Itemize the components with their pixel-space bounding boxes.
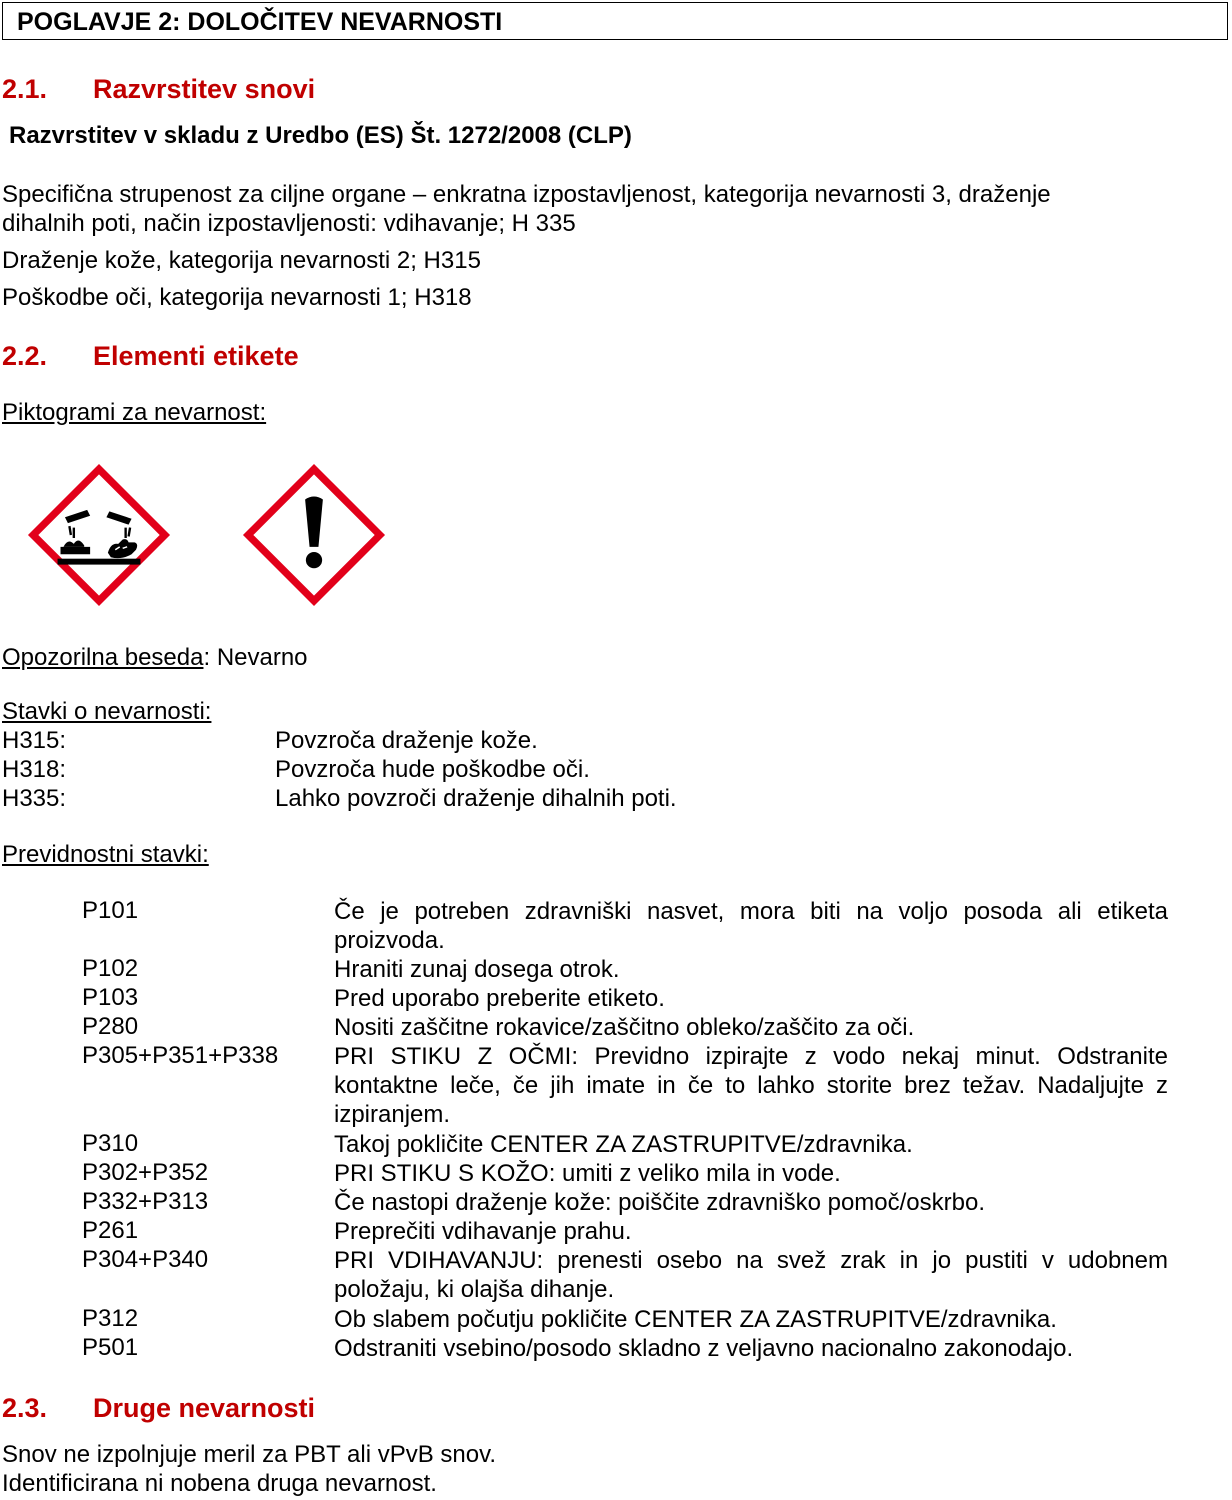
precautionary-code: P305+P351+P338 (82, 1042, 279, 1069)
corrosion-pictogram-icon (25, 461, 173, 609)
precautionary-text: Pred uporabo preberite etiketo. (334, 985, 665, 1012)
section-number: 2.1. (2, 74, 48, 104)
hazard-text: Povzroča hude poškodbe oči. (275, 756, 590, 783)
chapter-header-box (2, 2, 1228, 40)
section-number: 2.2. (2, 341, 48, 371)
section-title: Razvrstitev snovi (93, 74, 316, 104)
section-2-2-heading (2, 341, 299, 372)
precautionary-text: PRI STIKU Z OČMI: Previdno izpirajte z vodo nekaj minut. Odstranite kontaktne leče, če jih imate in če to lahko storite brez težav. Nadaljujte z izpiranjem. (334, 1043, 1168, 1128)
classification-line-4: Poškodbe oči, kategorija nevarnosti 1; H318 (2, 284, 472, 311)
hazard-statements-label: Stavki o nevarnosti: (2, 698, 212, 725)
other-hazards-line-1: Snov ne izpolnjuje meril za PBT ali vPvB snov. (2, 1441, 497, 1468)
precautionary-text: Če je potreben zdravniški nasvet, mora biti na voljo posoda ali etiketa proizvoda. (334, 898, 1168, 954)
precautionary-code: P261 (82, 1217, 139, 1244)
pictograms-label: Piktogrami za nevarnost: (2, 399, 267, 426)
classification-line-1: Specifična strupenost za ciljne organe – enkratna izpostavljenost, kategorija nevarnosti 3, draženje (2, 181, 1051, 208)
precautionary-code: P332+P313 (82, 1188, 209, 1215)
hazard-text: Lahko povzroči draženje dihalnih poti. (275, 785, 677, 812)
precautionary-text: PRI STIKU S KOŽO: umiti z veliko mila in vode. (334, 1160, 841, 1187)
signal-word-row (2, 643, 308, 672)
signal-word-label: Opozorilna beseda (2, 644, 204, 671)
precautionary-text: Hraniti zunaj dosega otrok. (334, 956, 620, 983)
precautionary-code: P101 (82, 897, 139, 924)
section-title: Druge nevarnosti (93, 1393, 316, 1423)
precautionary-code: P310 (82, 1130, 139, 1157)
section-title: Elementi etikete (93, 341, 299, 371)
precautionary-text: Odstraniti vsebino/posodo skladno z veljavno nacionalno zakonodajo. (334, 1335, 1074, 1362)
precautionary-code: P304+P340 (82, 1246, 209, 1273)
signal-word-value: Nevarno (216, 644, 308, 671)
hazard-text: Povzroča draženje kože. (275, 727, 538, 754)
precautionary-code: P501 (82, 1334, 139, 1361)
section-number: 2.3. (2, 1393, 48, 1423)
precautionary-code: P312 (82, 1305, 139, 1332)
precautionary-code: P280 (82, 1013, 139, 1040)
hazard-code: H315: (2, 727, 67, 754)
other-hazards-line-2: Identificirana ni nobena druga nevarnost. (2, 1470, 437, 1497)
classification-subtitle: Razvrstitev v skladu z Uredbo (ES) Št. 1272/2008 (CLP) (9, 122, 632, 149)
section-2-3-heading (2, 1393, 315, 1424)
precautionary-code: P103 (82, 984, 139, 1011)
precautionary-text: PRI VDIHAVANJU: prenesti osebo na svež zrak in jo pustiti v udobnem položaju, ki olajša dihanje. (334, 1247, 1168, 1303)
precautionary-text: Ob slabem počutju pokličite CENTER ZA ZASTRUPITVE/zdravnika. (334, 1306, 1057, 1333)
precautionary-text: Nositi zaščitne rokavice/zaščitno obleko/zaščito za oči. (334, 1014, 915, 1041)
classification-line-2: dihalnih poti, način izpostavljenosti: vdihavanje; H 335 (2, 210, 576, 237)
hazard-code: H335: (2, 785, 67, 812)
precautionary-text: Takoj pokličite CENTER ZA ZASTRUPITVE/zdravnika. (334, 1131, 913, 1158)
precautionary-text: Če nastopi draženje kože: poiščite zdravniško pomoč/oskrbo. (334, 1189, 985, 1216)
section-2-1-heading (2, 74, 315, 105)
exclamation-pictogram-icon (240, 461, 388, 609)
precautionary-code: P102 (82, 955, 139, 982)
classification-line-3: Draženje kože, kategorija nevarnosti 2; H315 (2, 247, 481, 274)
hazard-code: H318: (2, 756, 67, 783)
signal-word-separator: : (203, 644, 217, 671)
chapter-title: POGLAVJE 2: DOLOČITEV NEVARNOSTI (17, 8, 503, 36)
precautionary-code: P302+P352 (82, 1159, 209, 1186)
precautionary-text: Preprečiti vdihavanje prahu. (334, 1218, 632, 1245)
precautionary-statements-label: Previdnostni stavki: (2, 841, 209, 868)
